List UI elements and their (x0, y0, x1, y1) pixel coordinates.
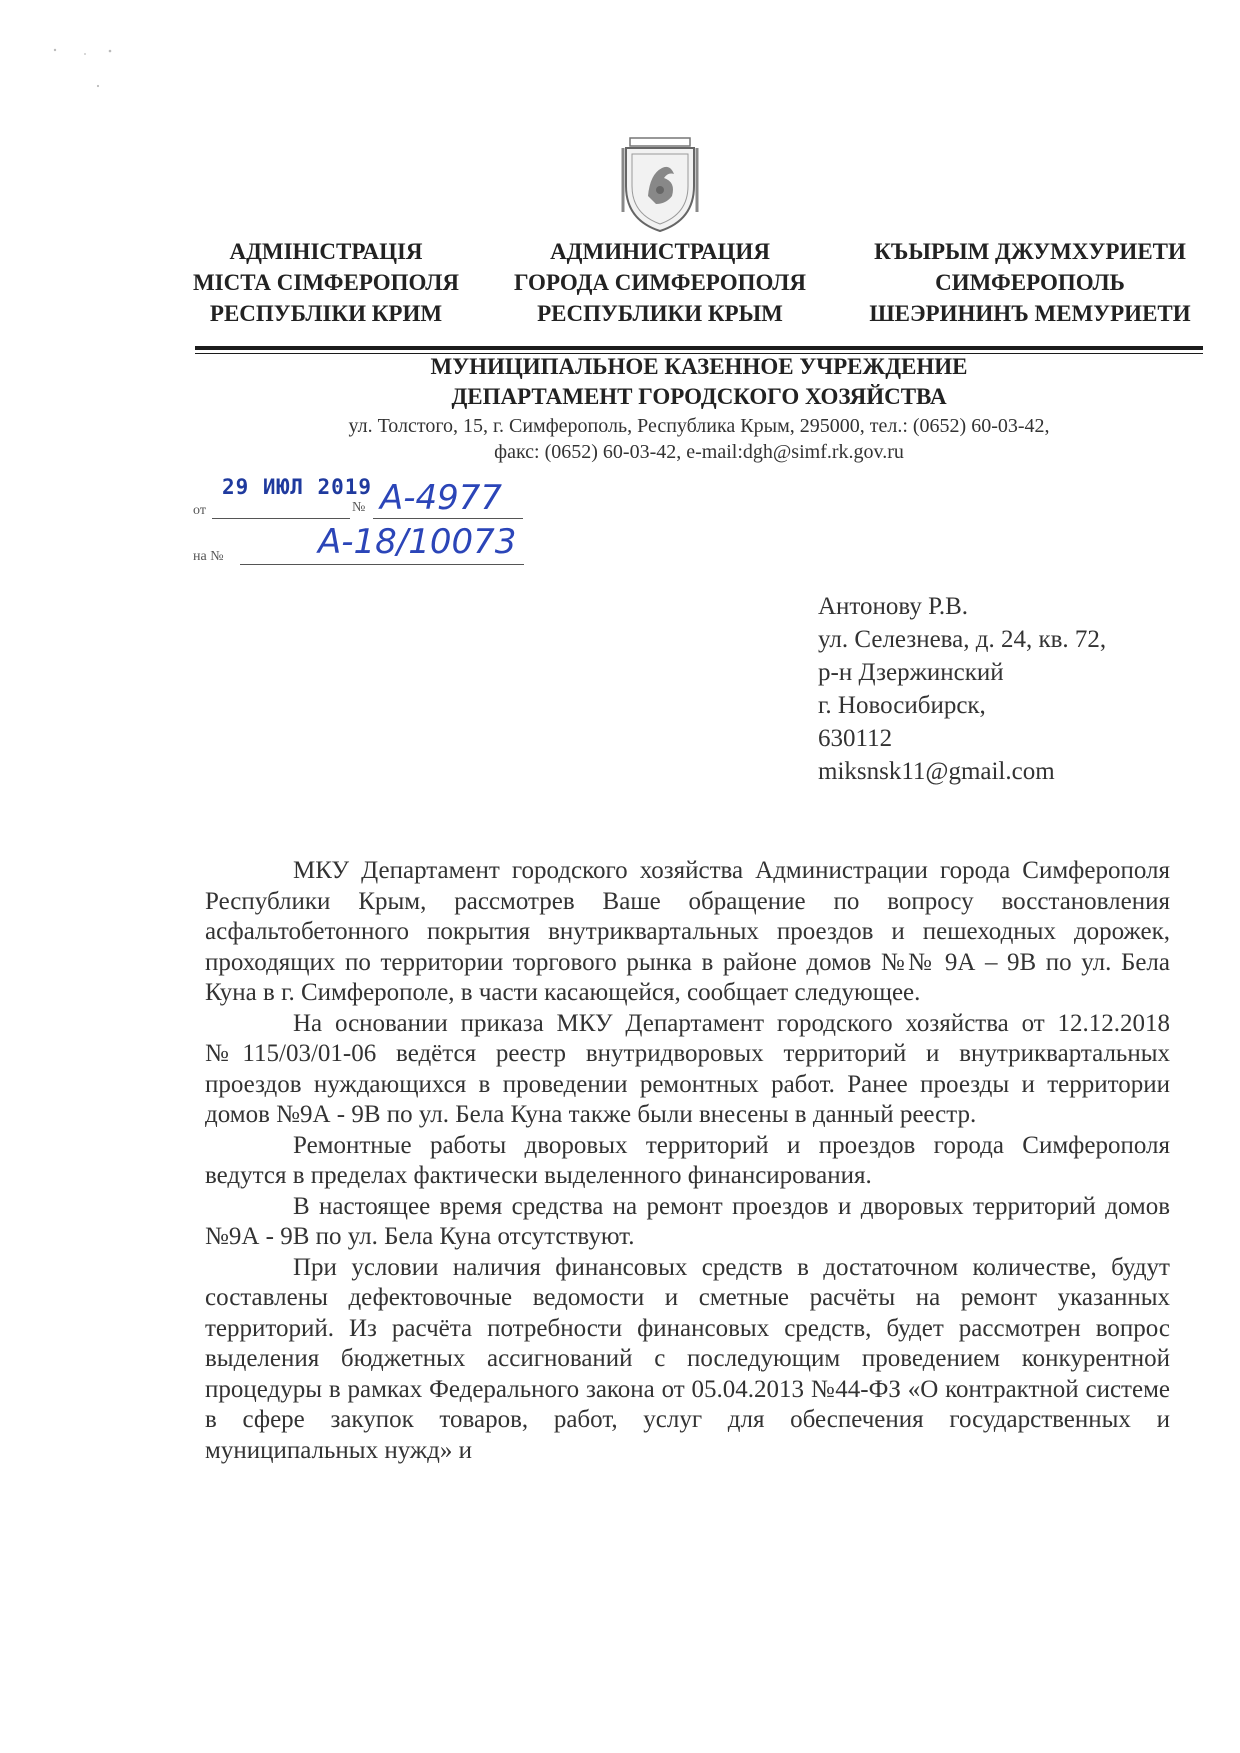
addressee-district: р-н Дзержинский (818, 659, 1004, 686)
outgoing-number: А-4977 (380, 478, 503, 518)
header-crh-line: СИМФЕРОПОЛЬ (935, 270, 1125, 295)
reply-label: на № (193, 549, 224, 564)
addressee-street: ул. Селезнева, д. 24, кв. 72, (818, 626, 1107, 653)
org-line-1: МУНИЦИПАЛЬНОЕ КАЗЕННОЕ УЧРЕЖДЕНИЕ (430, 354, 968, 379)
number-label: № (352, 500, 366, 515)
org-line-2: ДЕПАРТАМЕНТ ГОРОДСКОГО ХОЗЯЙСТВА (451, 384, 947, 409)
date-stamp: 29 ИЮЛ 2019 (222, 475, 373, 499)
org-address: ул. Толстого, 15, г. Симферополь, Республика Крым, 295000, тел.: (0652) 60-03-42, (348, 415, 1050, 437)
from-label: от (193, 503, 206, 518)
addressee-block (818, 590, 1106, 788)
scan-specks (50, 48, 160, 98)
header-ru-line: АДМИНИСТРАЦИЯ (550, 239, 770, 264)
addressee-postcode: 630112 (818, 725, 893, 752)
header-russian (490, 236, 830, 329)
header-divider-thick (195, 346, 1203, 350)
header-crimean-tatar (855, 236, 1205, 329)
body-paragraph: МКУ Департамент городского хозяйства Администрации города Симферополя Республики Крым, рассмотрев Ваше обращение по вопросу восстановления асфальтобетонного покрытия внутриквартальных проездов и пешеходных дорожек, проходящих по территории торгового рынка в районе домов №№ 9А – 9В по ул. Бела Куна в г. Симферополе, в части касающейся, сообщает следующее. (205, 857, 1170, 1006)
addressee-name: Антонову Р.В. (818, 593, 969, 620)
header-ru-line: РЕСПУБЛИКИ КРЫМ (537, 301, 783, 326)
body-paragraph: На основании приказа МКУ Департамент городского хозяйства от 12.12.2018 №115/03/01-06 ведётся реестр внутридворовых территорий и внутриквартальных проездов нуждающихся в проведении ремонтных работ. Ранее проезды и территории домов №9А - 9В по ул. Бела Куна также были внесены в данный реестр. (205, 1009, 1170, 1128)
body-paragraph: Ремонтные работы дворовых территорий и проездов города Симферополя ведутся в пределах фактически выделенного финансирования. (205, 1131, 1170, 1189)
header-ukrainian (176, 236, 476, 329)
letter-body (205, 856, 1170, 1466)
header-ua-line: АДМІНІСТРАЦІЯ (229, 239, 423, 264)
header-crh-line: КЪЫРЫМ ДЖУМХУРИЕТИ (874, 239, 1186, 264)
addressee-city: г. Новосибирск, (818, 692, 986, 719)
org-fax-email: факс: (0652) 60-03-42, e-mail:dgh@simf.rk.gov.ru (494, 441, 904, 463)
addressee-email: miksnsk11@gmail.com (818, 758, 1055, 785)
date-underline (212, 518, 350, 519)
header-crh-line: ШЕЭРИНИНЪ МЕМУРИЕТИ (869, 301, 1191, 326)
number-underline (373, 518, 523, 519)
header-ua-line: МІСТА СІМФЕРОПОЛЯ (192, 270, 460, 295)
body-paragraph: При условии наличия финансовых средств в достаточном количестве, будут составлены дефектовочные ведомости и сметные расчёты на ремонт указанных территорий. Из расчёта потребности финансовых средств, будет рассмотрен вопрос выделения бюджетных ассигнований с последующим проведением конкурентной процедуры в рамках Федерального закона от 05.04.2013 №44-ФЗ «О контрактной системе в сфере закупок товаров, работ, услуг для обеспечения государственных и муниципальных нужд» и (205, 1253, 1170, 1464)
organization-name (195, 352, 1203, 412)
reply-underline (240, 564, 524, 565)
header-ua-line: РЕСПУБЛІКИ КРИМ (209, 301, 443, 326)
crimea-coat-of-arms-icon (618, 134, 702, 234)
organization-contacts (195, 413, 1203, 465)
header-ru-line: ГОРОДА СИМФЕРОПОЛЯ (514, 270, 806, 295)
body-paragraph: В настоящее время средства на ремонт проездов и дворовых территорий домов №9А - 9В по ул. Бела Куна отсутствуют. (205, 1192, 1170, 1250)
reply-number: А-18/10073 (318, 522, 517, 562)
